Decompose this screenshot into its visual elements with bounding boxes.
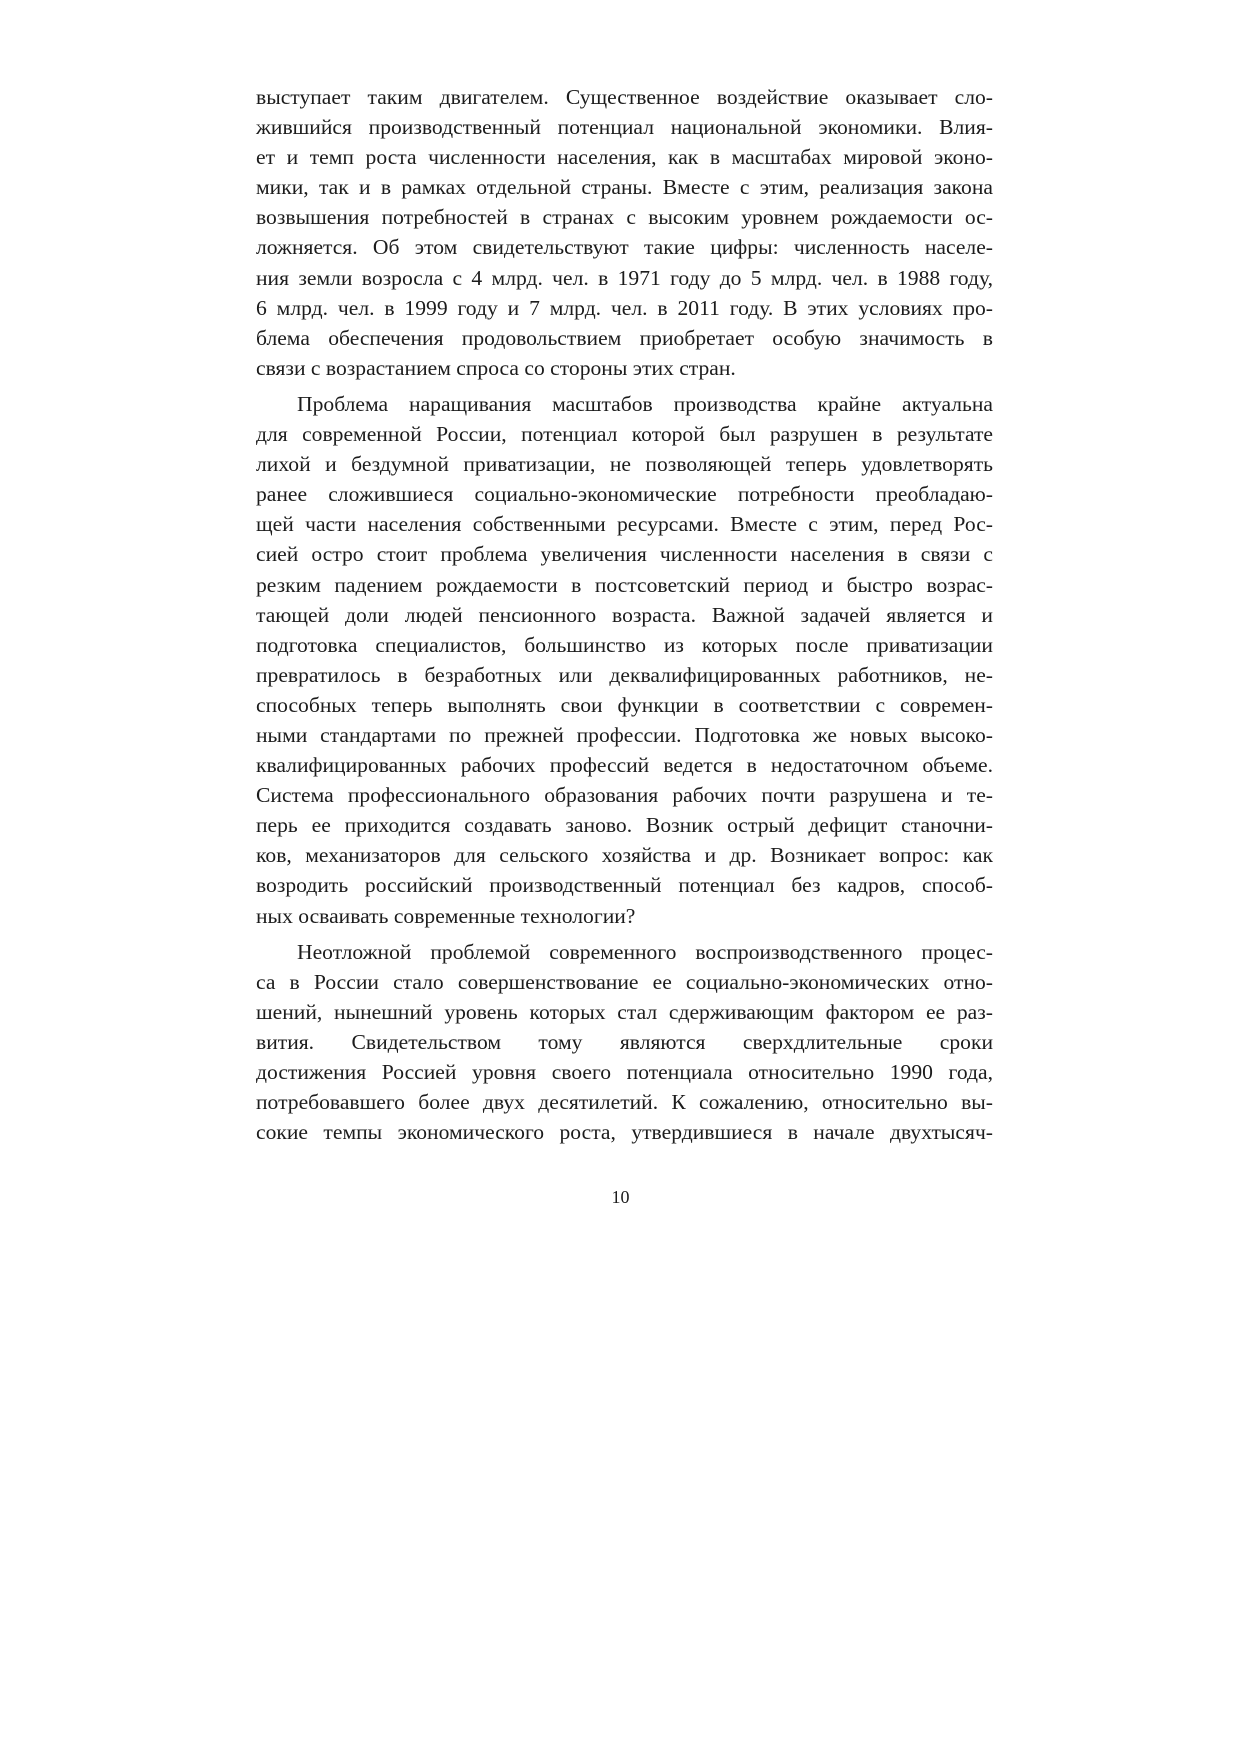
page-number: 10 bbox=[611, 1187, 630, 1207]
text-line: связи с возрастанием спроса со стороны этих стран. bbox=[256, 355, 736, 380]
text-line: Неотложной проблемой современного воспроизводственного процес- bbox=[297, 939, 993, 964]
text-line: достижения Россией уровня своего потенциала относительно 1990 года, bbox=[256, 1060, 993, 1084]
text-line: резким падением рождаемости в постсоветский период и быстро возрас- bbox=[256, 572, 993, 597]
text-line: ными стандартами по прежней профессии. Подготовка же новых высоко- bbox=[256, 722, 993, 747]
text-line: ет и темп роста численности населения, как в масштабах мировой эконо- bbox=[256, 145, 993, 170]
text-line: лихой и бездумной приватизации, не позволяющей теперь удовлетворять bbox=[256, 452, 993, 477]
text-line: выступает таким двигателем. Существенное воздействие оказывает сло- bbox=[256, 85, 993, 109]
text-line: способных теперь выполнять свои функции в соответствии с современ- bbox=[256, 692, 993, 717]
text-line: возродить российский производственный потенциал без кадров, способ- bbox=[256, 873, 993, 898]
text-line: для современной России, потенциал которой был разрушен в результате bbox=[256, 422, 993, 447]
text-line: ния земли возросла с 4 млрд. чел. в 1971 году до 5 млрд. чел. в 1988 году, bbox=[256, 265, 993, 290]
text-line: щей части населения собственными ресурсами. Вместе с этим, перед Рос- bbox=[256, 512, 993, 537]
text-line: ков, механизаторов для сельского хозяйства и др. Возникает вопрос: как bbox=[256, 843, 993, 868]
text-line: ранее сложившиеся социально-экономические потребности преобладаю- bbox=[256, 482, 993, 507]
text-line: сокие темпы экономического роста, утвердившиеся в начале двухтысяч- bbox=[256, 1120, 993, 1145]
text-line: шений, нынешний уровень которых стал сдерживающим фактором ее раз- bbox=[256, 999, 993, 1024]
text-line: Система профессионального образования рабочих почти разрушена и те- bbox=[256, 783, 993, 808]
text-line: са в России стало совершенствование ее социально-экономических отно- bbox=[256, 969, 993, 994]
text-line: мики, так и в рамках отдельной страны. Вместе с этим, реализация закона bbox=[256, 175, 993, 200]
paragraph bbox=[256, 937, 993, 1148]
text-line: сией остро стоит проблема увеличения численности населения в связи с bbox=[256, 542, 993, 567]
text-line: жившийся производственный потенциал национальной экономики. Влия- bbox=[256, 115, 993, 140]
text-line: ных осваивать современные технологии? bbox=[256, 903, 636, 928]
paragraph bbox=[256, 82, 993, 383]
text-line: превратилось в безработных или деквалифицированных работников, не- bbox=[256, 662, 993, 687]
text-line: потребовавшего более двух десятилетий. К сожалению, относительно вы- bbox=[256, 1090, 993, 1115]
text-line: вития. Свидетельством тому являются сверхдлительные сроки bbox=[256, 1029, 993, 1054]
text-line: перь ее приходится создавать заново. Возник острый дефицит станочни- bbox=[256, 813, 993, 838]
body-text bbox=[256, 82, 993, 1153]
text-line: 6 млрд. чел. в 1999 году и 7 млрд. чел. в 2011 году. В этих условиях про- bbox=[256, 295, 993, 320]
paragraph bbox=[256, 389, 993, 931]
text-line: Проблема наращивания масштабов производства крайне актуальна bbox=[297, 391, 993, 416]
text-line: блема обеспечения продовольствием приобретает особую значимость в bbox=[256, 325, 993, 350]
text-line: тающей доли людей пенсионного возраста. Важной задачей является и bbox=[256, 602, 993, 627]
text-line: возвышения потребностей в странах с высоким уровнем рождаемости ос- bbox=[256, 205, 993, 230]
text-line: подготовка специалистов, большинство из которых после приватизации bbox=[256, 632, 993, 657]
text-line: квалифицированных рабочих профессий ведется в недостаточном объеме. bbox=[256, 753, 993, 778]
text-line: ложняется. Об этом свидетельствуют такие цифры: численность населе- bbox=[256, 235, 993, 260]
